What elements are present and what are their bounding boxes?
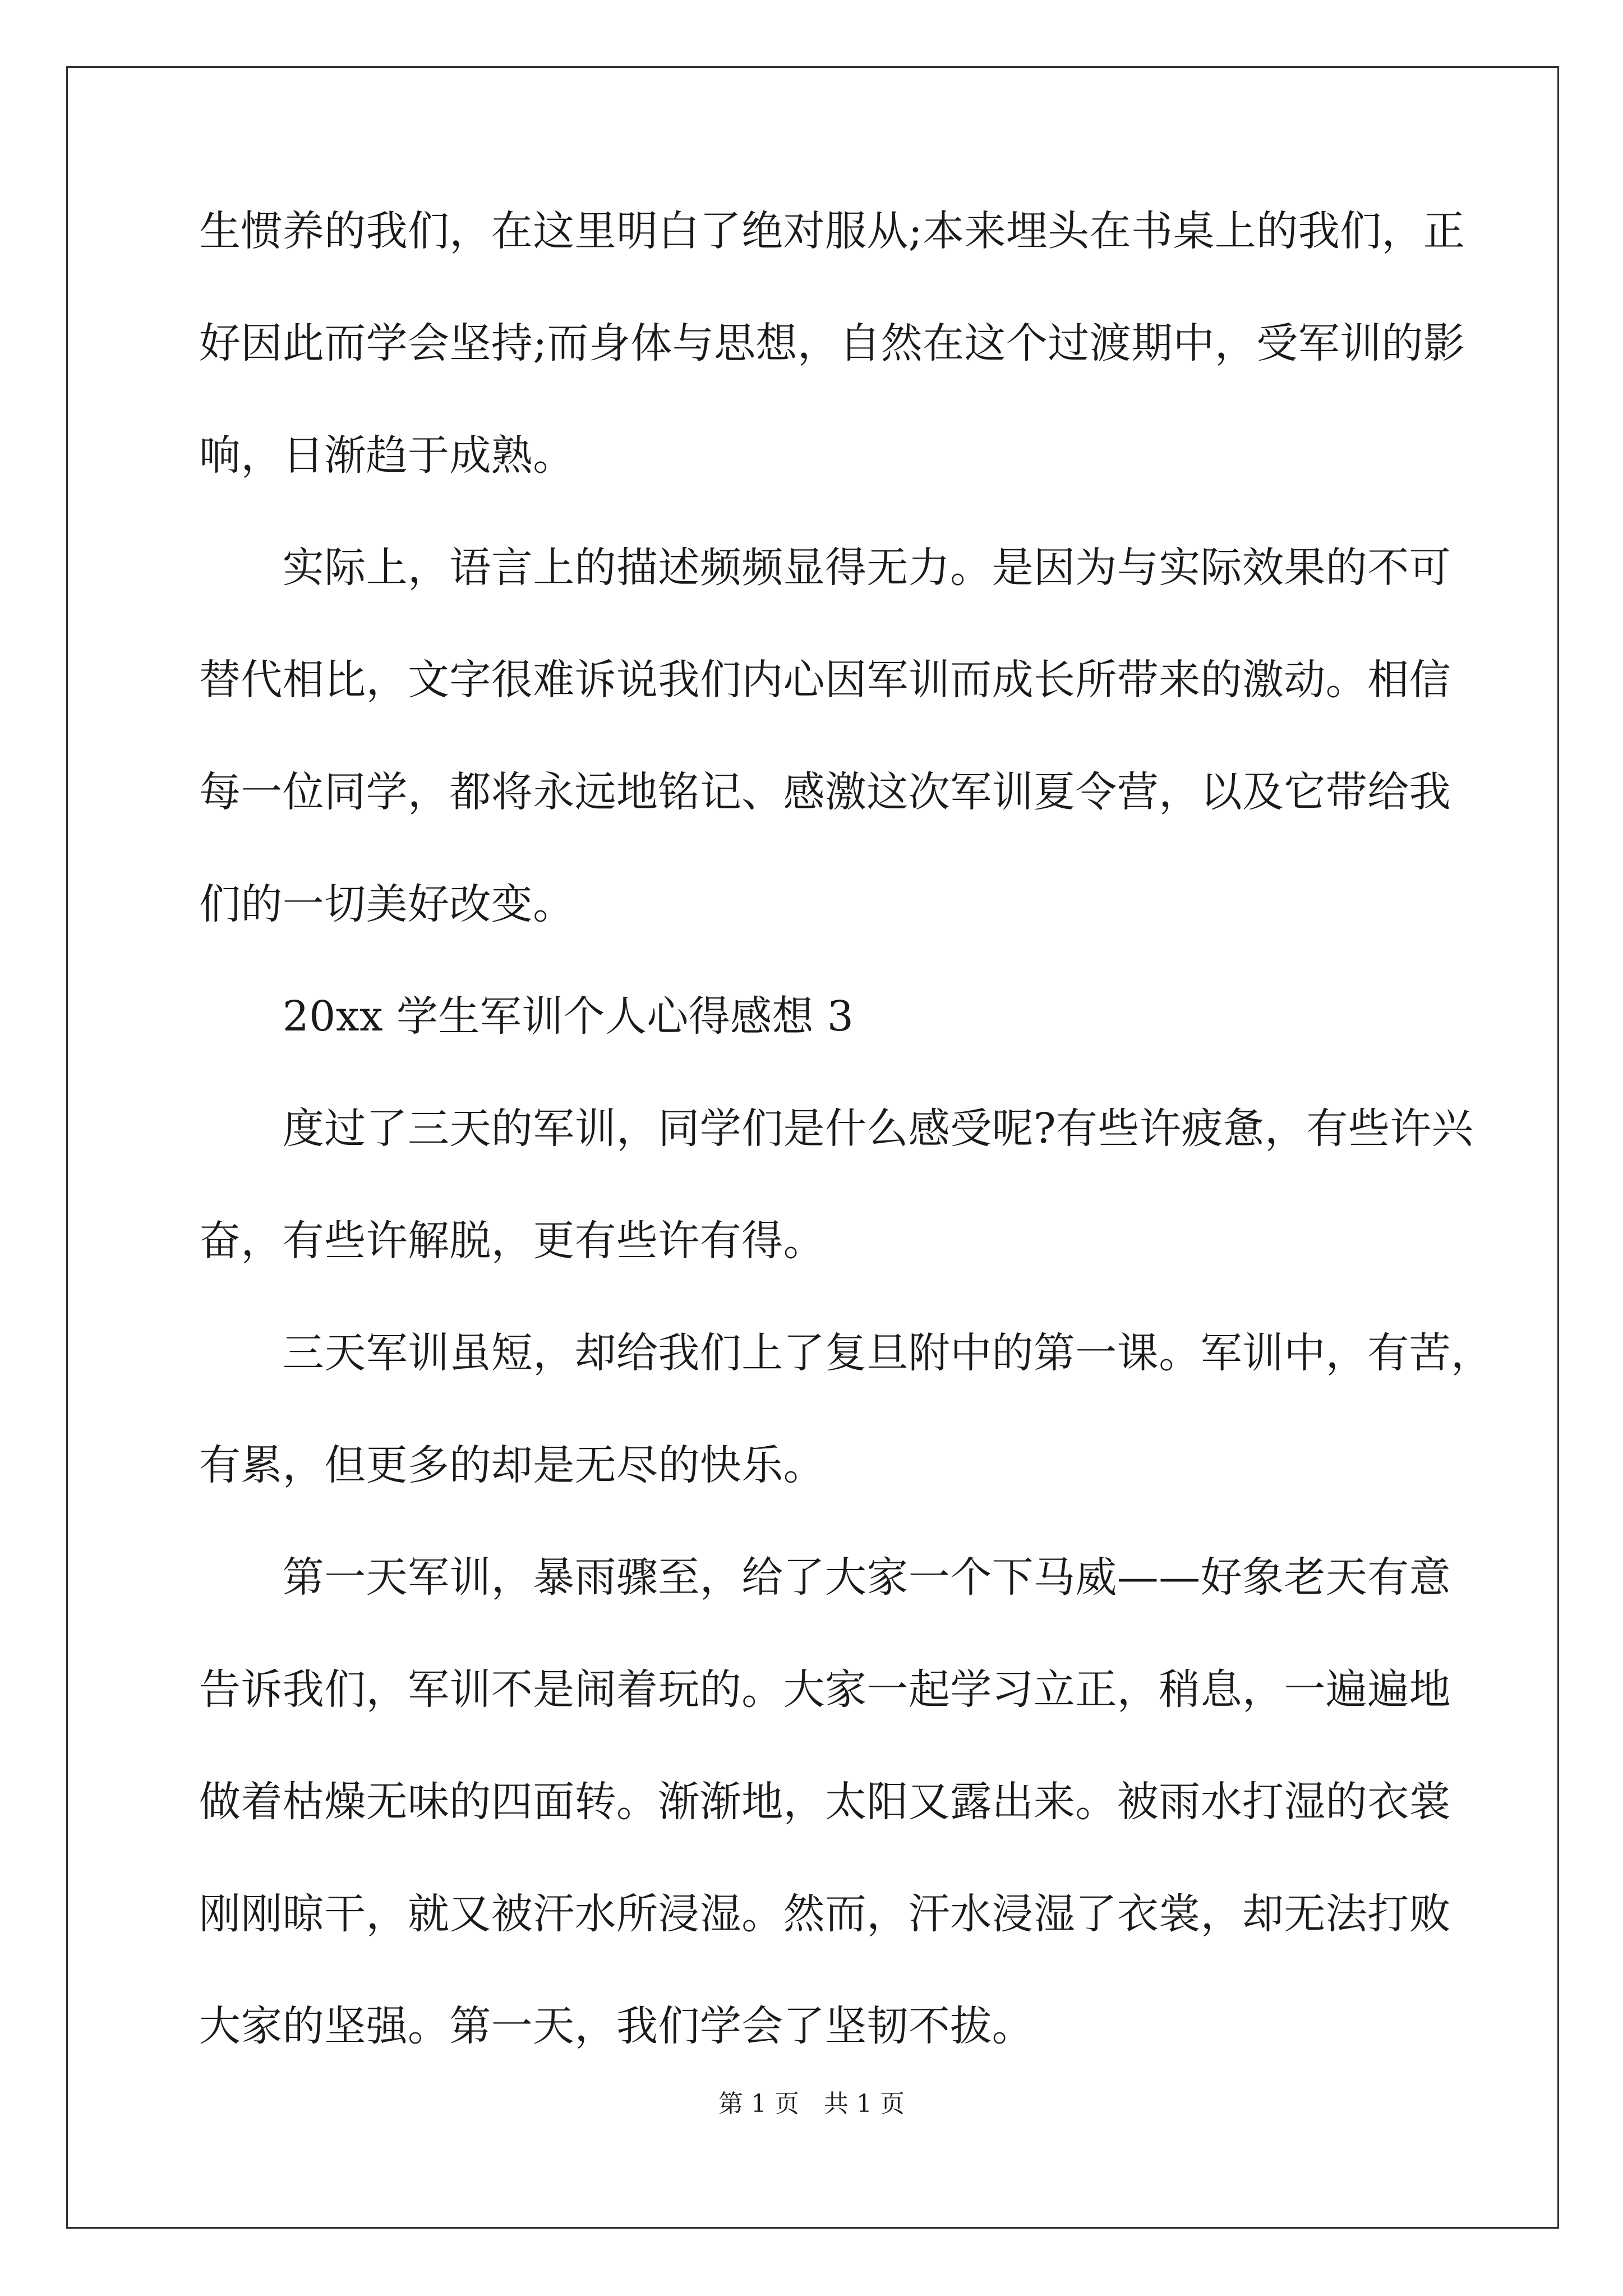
text-line: 刚刚晾干，就又被汗水所浸湿。然而，汗水浸湿了衣裳，却无法打败 — [199, 1890, 1451, 1938]
text-line: 三天军训虽短，却给我们上了复旦附中的第一课。军训中，有苦， — [199, 1329, 1493, 1377]
text-line: 大家的坚强。第一天，我们学会了坚韧不拔。 — [199, 2002, 1034, 2050]
text-line: 告诉我们，军训不是闹着玩的。大家一起学习立正，稍息，一遍遍地 — [199, 1665, 1451, 1714]
text-line: 做着枯燥无味的四面转。渐渐地，太阳又露出来。被雨水打湿的衣裳 — [199, 1778, 1451, 1826]
page-number-footer: 第 1 页 共 1 页 — [718, 2090, 905, 2118]
text-line: 奋，有些许解脱，更有些许有得。 — [199, 1217, 825, 1265]
text-line: 有累，但更多的却是无尽的快乐。 — [199, 1441, 825, 1489]
text-line: 实际上，语言上的描述频频显得无力。是因为与实际效果的不可 — [199, 544, 1451, 592]
text-line: 替代相比，文字很难诉说我们内心因军训而成长所带来的激动。相信 — [199, 656, 1451, 704]
text-line: 每一位同学，都将永远地铭记、感激这次军训夏令营，以及它带给我 — [199, 768, 1451, 816]
text-line: 第一天军训，暴雨骤至，给了大家一个下马威——好象老天有意 — [199, 1553, 1451, 1602]
text-line: 响，日渐趋于成熟。 — [199, 431, 575, 480]
text-line: 生惯养的我们，在这里明白了绝对服从;本来埋头在书桌上的我们，正 — [199, 207, 1465, 255]
document-body — [199, 207, 1493, 2050]
text-line: 度过了三天的军训，同学们是什么感受呢?有些许疲惫，有些许兴 — [199, 1105, 1474, 1153]
text-line: 们的一切美好改变。 — [199, 880, 575, 928]
section-heading: 20xx 学生军训个人心得感想 3 — [199, 992, 854, 1041]
text-line: 好因此而学会坚持;而身体与思想，自然在这个过渡期中，受军训的影 — [199, 319, 1465, 367]
